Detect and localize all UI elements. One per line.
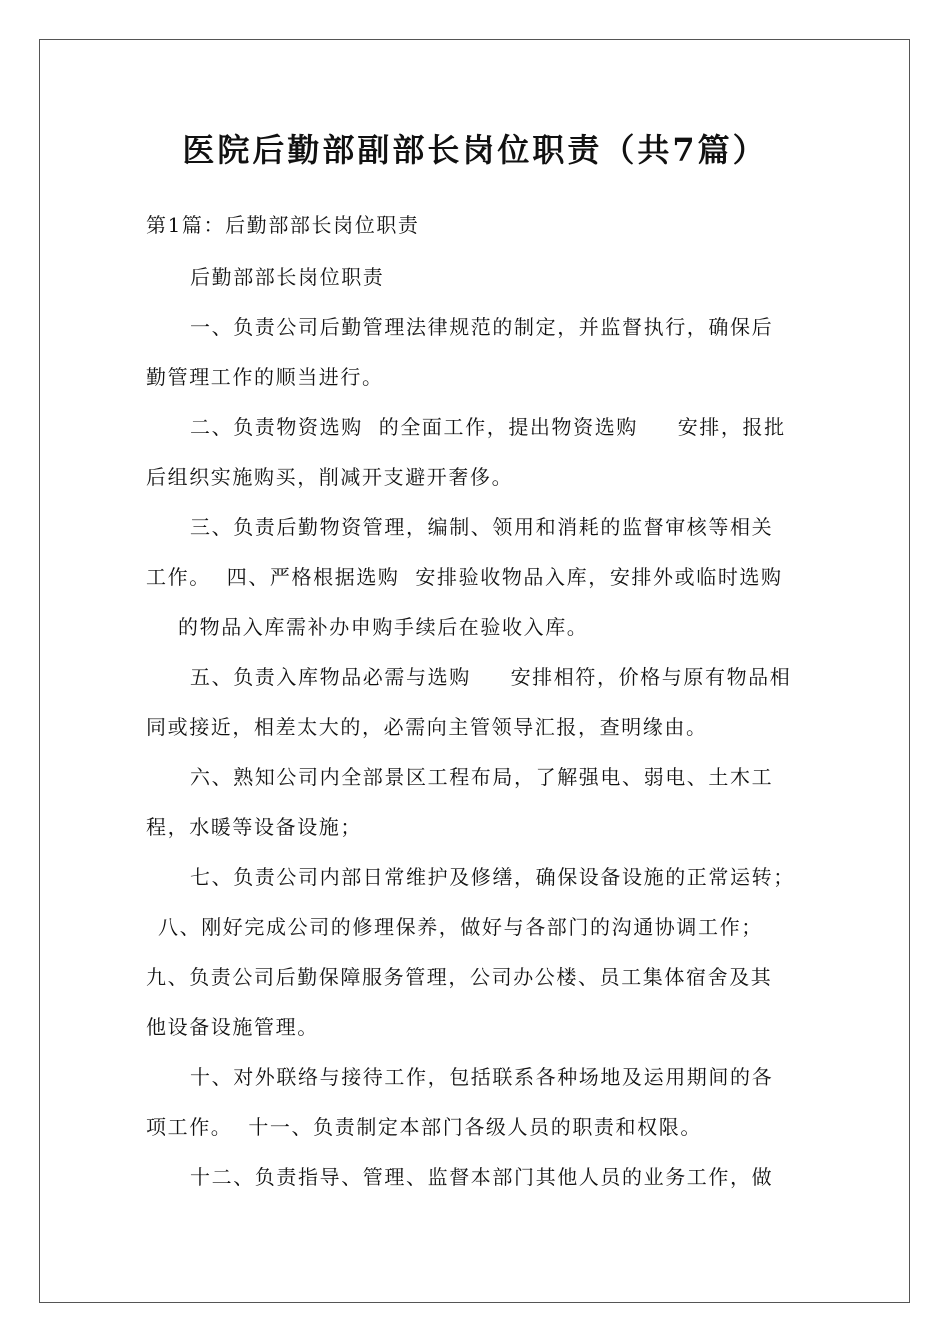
paragraph-line: 五、负责入库物品必需与选购 安排相符，价格与原有物品相 — [190, 665, 792, 689]
paragraph-line: 工作。 四、严格根据选购 安排验收物品入库，安排外或临时选购 — [146, 565, 783, 589]
paragraph-line: 项工作。 十一、负责制定本部门各级人员的职责和权限。 — [146, 1115, 702, 1139]
paragraph-line: 后组织实施购买，削减开支避开奢侈。 — [146, 465, 514, 489]
paragraph-line: 一、负责公司后勤管理法律规范的制定，并监督执行，确保后 — [190, 315, 774, 339]
paragraph-line: 十二、负责指导、管理、监督本部门其他人员的业务工作，做 — [190, 1165, 774, 1189]
document-title: 医院后勤部副部长岗位职责（共7篇） — [182, 131, 768, 169]
paragraph-line: 的物品入库需补办申购手续后在验收入库。 — [178, 615, 589, 639]
paragraph-line: 二、负责物资选购 的全面工作，提出物资选购 安排，报批 — [190, 415, 786, 439]
paragraph-line: 七、负责公司内部日常维护及修缮，确保设备设施的正常运转； — [190, 865, 795, 889]
paragraph-line: 后勤部部长岗位职责 — [190, 265, 385, 289]
paragraph-line: 他设备设施管理。 — [146, 1015, 319, 1039]
paragraph-line: 六、熟知公司内全部景区工程布局，了解强电、弱电、土木工 — [190, 765, 774, 789]
paragraph-line: 八、刚好完成公司的修理保养，做好与各部门的沟通协调工作； — [158, 915, 763, 939]
paragraph-line: 勤管理工作的顺当进行。 — [146, 365, 384, 389]
paragraph-line: 同或接近，相差太大的，必需向主管领导汇报，查明缘由。 — [146, 715, 708, 739]
paragraph-line: 十、对外联络与接待工作，包括联系各种场地及运用期间的各 — [190, 1065, 774, 1089]
paragraph-line: 三、负责后勤物资管理，编制、领用和消耗的监督审核等相关 — [190, 515, 774, 539]
paragraph-line: 程，水暖等设备设施； — [146, 815, 362, 839]
paragraph-line: 九、负责公司后勤保障服务管理，公司办公楼、员工集体宿舍及其 — [146, 965, 773, 989]
section-heading: 第1篇：后勤部部长岗位职责 — [146, 213, 420, 237]
